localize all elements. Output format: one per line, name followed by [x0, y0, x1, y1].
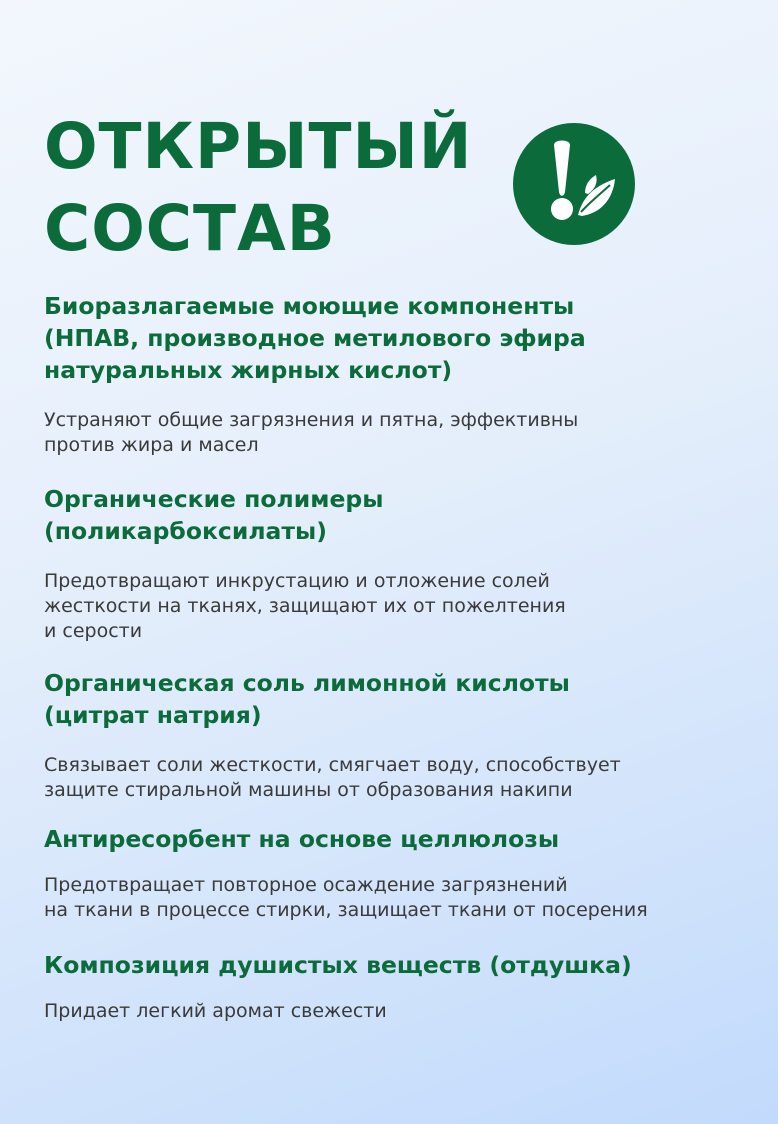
exclamation-leaf-icon	[513, 123, 635, 245]
page-title	[44, 106, 472, 270]
ingredient-title: Антиресорбент на основе целлюлозы	[44, 825, 560, 853]
ingredient-title: Биоразлагаемые моющие компоненты (НПАВ, производное метилового эфира натуральных жирных кислот)	[44, 292, 586, 384]
ingredient-title: Композиция душистых веществ (отдушка)	[44, 951, 632, 979]
ingredient-description: Устраняют общие загрязнения и пятна, эффективны против жира и масел	[44, 409, 579, 456]
ingredient-item	[44, 949, 632, 1024]
ingredient-description: Придает легкий аромат свежести	[44, 1000, 387, 1022]
ingredient-description: Предотвращают инкрустацию и отложение солей жесткости на тканях, защищают их от пожелтения и серости	[44, 570, 566, 642]
ingredient-item	[44, 667, 621, 803]
page-title-line-2: СОСТАВ	[44, 192, 336, 265]
ingredient-item	[44, 483, 566, 644]
ingredient-title: Органическая соль лимонной кислоты (цитрат натрия)	[44, 669, 570, 729]
ingredient-title: Органические полимеры (поликарбоксилаты)	[44, 485, 384, 545]
ingredient-item	[44, 290, 586, 458]
ingredient-description: Предотвращает повторное осаждение загрязнений на ткани в процессе стирки, защищает ткани от посерения	[44, 874, 648, 921]
ingredient-item	[44, 823, 648, 923]
ingredient-description: Связывает соли жесткости, смягчает воду, способствует защите стиральной машины от образования накипи	[44, 754, 621, 801]
page-title-line-1: ОТКРЫТЫЙ	[44, 110, 473, 183]
